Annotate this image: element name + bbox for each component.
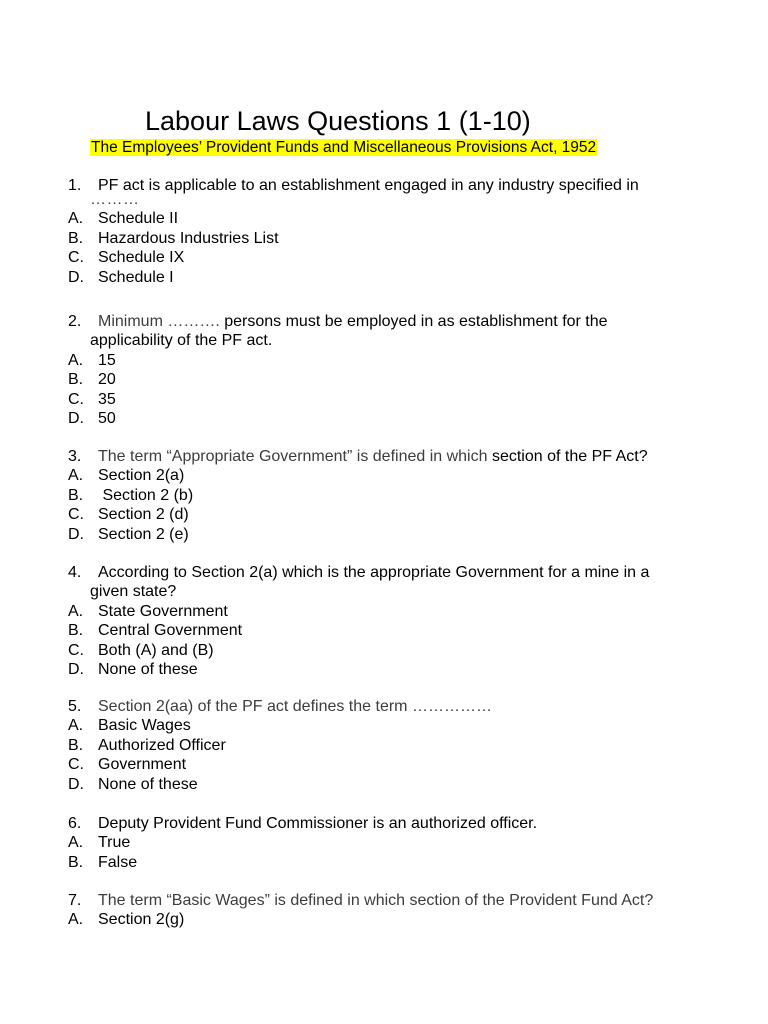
option-letter: B. — [68, 371, 84, 389]
option-letter: D. — [68, 775, 84, 793]
option-letter: B. — [68, 853, 84, 871]
question-text: Deputy Provident Fund Commissioner is an authorized officer. — [98, 815, 538, 832]
question-line — [68, 447, 728, 466]
option-letter: B. — [68, 229, 84, 247]
option-text: Hazardous Industries List — [98, 229, 279, 247]
question-line — [68, 176, 728, 195]
question-6 — [68, 814, 728, 872]
question-line — [68, 312, 728, 331]
option-text: Section 2 (b) — [98, 486, 194, 504]
question-text — [98, 312, 608, 331]
option-letter: A. — [68, 602, 84, 620]
question-text-part: section of the PF Act? — [491, 448, 648, 465]
option-text: 50 — [98, 409, 116, 427]
question-number: 6. — [68, 815, 82, 832]
question-2 — [68, 312, 728, 428]
option-letter: D. — [68, 660, 84, 678]
question-number: 2. — [68, 313, 82, 330]
option-letter: C. — [68, 390, 84, 408]
option-row — [68, 248, 728, 267]
option-letter: A. — [68, 834, 84, 852]
option-letter: B. — [68, 486, 84, 504]
option-text: Section 2 (e) — [98, 525, 189, 543]
question-text: According to Section 2(a) which is the appropriate Government for a mine in a — [98, 564, 650, 581]
option-row — [68, 525, 728, 544]
option-row — [68, 716, 728, 735]
question-number: 3. — [68, 448, 82, 465]
option-letter: C. — [68, 249, 84, 267]
option-row — [68, 641, 728, 660]
option-text: Basic Wages — [98, 717, 191, 735]
option-text: Central Government — [98, 622, 243, 640]
option-text: False — [98, 853, 138, 871]
option-row — [68, 736, 728, 755]
option-letter: D. — [68, 268, 84, 286]
question-4 — [68, 563, 728, 679]
question-continuation-line — [68, 331, 728, 350]
question-1 — [68, 176, 728, 287]
highlighted-subtitle-text: The Employees’ Provident Funds and Miscellaneous Provisions Act, 1952 — [91, 139, 597, 156]
question-continuation-line — [68, 191, 728, 209]
question-line — [68, 563, 728, 582]
option-row — [68, 853, 728, 872]
option-row — [68, 466, 728, 485]
question-text: The term “Basic Wages” is defined in which section of the Provident Fund Act? — [98, 892, 654, 909]
option-letter: C. — [68, 506, 84, 524]
option-row — [68, 390, 728, 409]
option-row — [68, 621, 728, 640]
option-text: None of these — [98, 775, 198, 793]
question-line — [68, 891, 728, 910]
option-letter: A. — [68, 351, 84, 369]
question-line — [68, 814, 728, 833]
option-row — [68, 268, 728, 287]
option-text: Schedule I — [98, 268, 174, 286]
question-text-part: persons must be employed in as establishment for the — [224, 313, 608, 330]
option-letter: A. — [68, 467, 84, 485]
option-text: Section 2 (d) — [98, 506, 189, 524]
option-row — [68, 505, 728, 524]
option-row — [68, 660, 728, 679]
option-row — [68, 351, 728, 370]
document-title: Labour Laws Questions 1 (1-10) — [145, 106, 531, 136]
option-text: True — [98, 834, 131, 852]
question-continuation-line — [68, 582, 728, 601]
question-3 — [68, 447, 728, 544]
option-letter: D. — [68, 525, 84, 543]
option-text: 20 — [98, 371, 116, 389]
option-letter: A. — [68, 717, 84, 735]
option-row — [68, 775, 728, 794]
option-text: Section 2(g) — [98, 911, 185, 929]
question-text: PF act is applicable to an establishment engaged in any industry specified in — [98, 177, 639, 194]
document-subtitle — [90, 138, 597, 158]
option-text: Schedule IX — [98, 249, 185, 267]
option-letter: B. — [68, 622, 84, 640]
option-text: Schedule II — [98, 210, 179, 228]
option-row — [68, 370, 728, 389]
option-letter: A. — [68, 210, 84, 228]
option-text: Government — [98, 756, 187, 774]
question-7 — [68, 891, 728, 930]
option-letter: C. — [68, 641, 84, 659]
option-row — [68, 229, 728, 248]
question-text — [98, 447, 648, 466]
option-text: Section 2(a) — [98, 467, 185, 485]
question-continuation: applicability of the PF act. — [90, 332, 273, 350]
question-continuation: ……… — [90, 191, 140, 209]
question-5 — [68, 697, 728, 794]
option-row — [68, 486, 728, 505]
option-text: Authorized Officer — [98, 736, 226, 754]
question-continuation: given state? — [90, 583, 177, 601]
option-text: Both (A) and (B) — [98, 641, 214, 659]
option-text: None of these — [98, 660, 198, 678]
option-row — [68, 910, 728, 929]
question-text: Section 2(aa) of the PF act defines the term …………… — [98, 698, 492, 715]
option-text: 35 — [98, 390, 116, 408]
question-text-part: Minimum ………. — [98, 313, 225, 330]
option-text: State Government — [98, 602, 228, 620]
option-letter: D. — [68, 409, 84, 427]
option-row — [68, 209, 728, 228]
option-row — [68, 833, 728, 852]
question-text-part: The term “Appropriate Government” is defined in which — [98, 448, 492, 465]
question-number: 1. — [68, 177, 82, 194]
option-letter: A. — [68, 911, 84, 929]
option-row — [68, 409, 728, 428]
question-number: 7. — [68, 892, 82, 909]
question-number: 5. — [68, 698, 82, 715]
option-row — [68, 755, 728, 774]
question-line — [68, 697, 728, 716]
option-letter: B. — [68, 736, 84, 754]
option-row — [68, 602, 728, 621]
option-text: 15 — [98, 351, 116, 369]
option-letter: C. — [68, 756, 84, 774]
question-number: 4. — [68, 564, 82, 581]
